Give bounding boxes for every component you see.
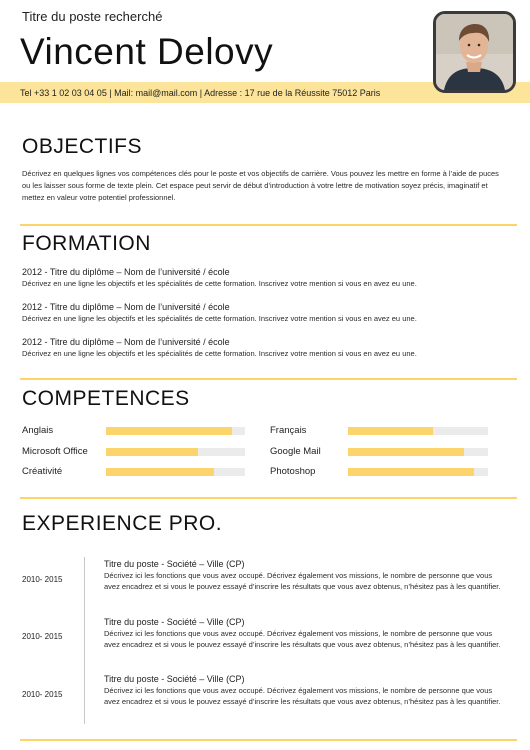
experience-item-title: Titre du poste - Société – Ville (CP) (104, 617, 245, 627)
skill-bar-fill (348, 448, 464, 456)
experience-item (104, 673, 504, 707)
skill-bar-track (348, 448, 488, 456)
skill-bar-track (106, 427, 245, 435)
skill-bar-track (106, 448, 245, 456)
section-divider (20, 497, 517, 499)
experience-date: 2010- 2015 (22, 575, 63, 584)
portrait-image (436, 14, 513, 90)
skill-label: Anglais (22, 425, 54, 436)
experience-date: 2010- 2015 (22, 632, 63, 641)
objectifs-text: Décrivez en quelques lignes vos compétences clés pour le poste et vos objectifs de carrière. Vous pouvez les mettre en forme à l’aide de puces ou les laisser sous forme de texte plein. Cet espace peut servir de début d’introduction à votre lettre de motivation soyez précis, imaginatif et mettez en valeur votre potentiel professionnel. (22, 169, 499, 202)
skill-bar-fill (348, 427, 433, 435)
skill-label: Créativité (22, 466, 63, 477)
skill-label: Google Mail (270, 446, 321, 457)
formation-item (22, 266, 502, 289)
experience-item (104, 616, 504, 650)
section-divider (20, 378, 517, 380)
experience-item-title: Titre du poste - Société – Ville (CP) (104, 559, 245, 569)
skill-bar-fill (106, 448, 198, 456)
profile-photo (433, 11, 516, 93)
formation-item-desc: Décrivez en une ligne les objectifs et les spécialités de cette formation. Inscrivez votre mention si vous en avez eu une. (22, 349, 417, 358)
section-title-objectifs: OBJECTIFS (22, 135, 143, 158)
formation-item-title: 2012 - Titre du diplôme – Nom de l’université / école (22, 267, 230, 277)
section-divider (20, 224, 517, 226)
skill-bar-fill (106, 468, 214, 476)
section-divider (20, 739, 517, 741)
formation-item-desc: Décrivez en une ligne les objectifs et les spécialités de cette formation. Inscrivez votre mention si vous en avez eu une. (22, 314, 417, 323)
experience-item-desc: Décrivez ici les fonctions que vous avez occupé. Décrivez également vos missions, le nombre de personne que vous avez encadrez et si vous le pouvez essayé d’inscrire les résultats que vous avez obtenus, n’hésitez pas à les quantifier. (104, 686, 501, 706)
experience-item-desc: Décrivez ici les fonctions que vous avez occupé. Décrivez également vos missions, le nombre de personne que vous avez encadrez et si vous le pouvez essayé d’inscrire les résultats que vous avez obtenus, n’hésitez pas à les quantifier. (104, 571, 501, 591)
section-title-formation: FORMATION (22, 232, 151, 255)
skill-label: Microsoft Office (22, 446, 88, 457)
section-title-competences: COMPETENCES (22, 387, 190, 410)
contact-info: Tel +33 1 02 03 04 05 | Mail: mail@mail.com | Adresse : 17 rue de la Réussite 75012 Paris (20, 88, 381, 98)
formation-item-desc: Décrivez en une ligne les objectifs et les spécialités de cette formation. Inscrivez votre mention si vous en avez eu une. (22, 279, 417, 288)
formation-item (22, 301, 502, 324)
job-title: Titre du poste recherché (22, 9, 163, 24)
experience-date: 2010- 2015 (22, 690, 63, 699)
experience-item-title: Titre du poste - Société – Ville (CP) (104, 674, 245, 684)
section-title-experience: EXPERIENCE PRO. (22, 512, 223, 535)
experience-item (104, 558, 504, 592)
formation-item (22, 336, 502, 359)
skill-label: Photoshop (270, 466, 316, 477)
experience-item-desc: Décrivez ici les fonctions que vous avez occupé. Décrivez également vos missions, le nombre de personne que vous avez encadrez et si vous le pouvez essayé d’inscrire les résultats que vous avez obtenus, n’hésitez pas à les quantifier. (104, 629, 501, 649)
skill-bar-fill (106, 427, 232, 435)
formation-item-title: 2012 - Titre du diplôme – Nom de l’université / école (22, 337, 230, 347)
skill-bar-track (348, 468, 488, 476)
candidate-name: Vincent Delovy (20, 31, 274, 72)
timeline-line (84, 557, 85, 724)
formation-item-title: 2012 - Titre du diplôme – Nom de l’université / école (22, 302, 230, 312)
skill-bar-track (106, 468, 245, 476)
skill-bar-track (348, 427, 488, 435)
skill-label: Français (270, 425, 307, 436)
skill-bar-fill (348, 468, 474, 476)
